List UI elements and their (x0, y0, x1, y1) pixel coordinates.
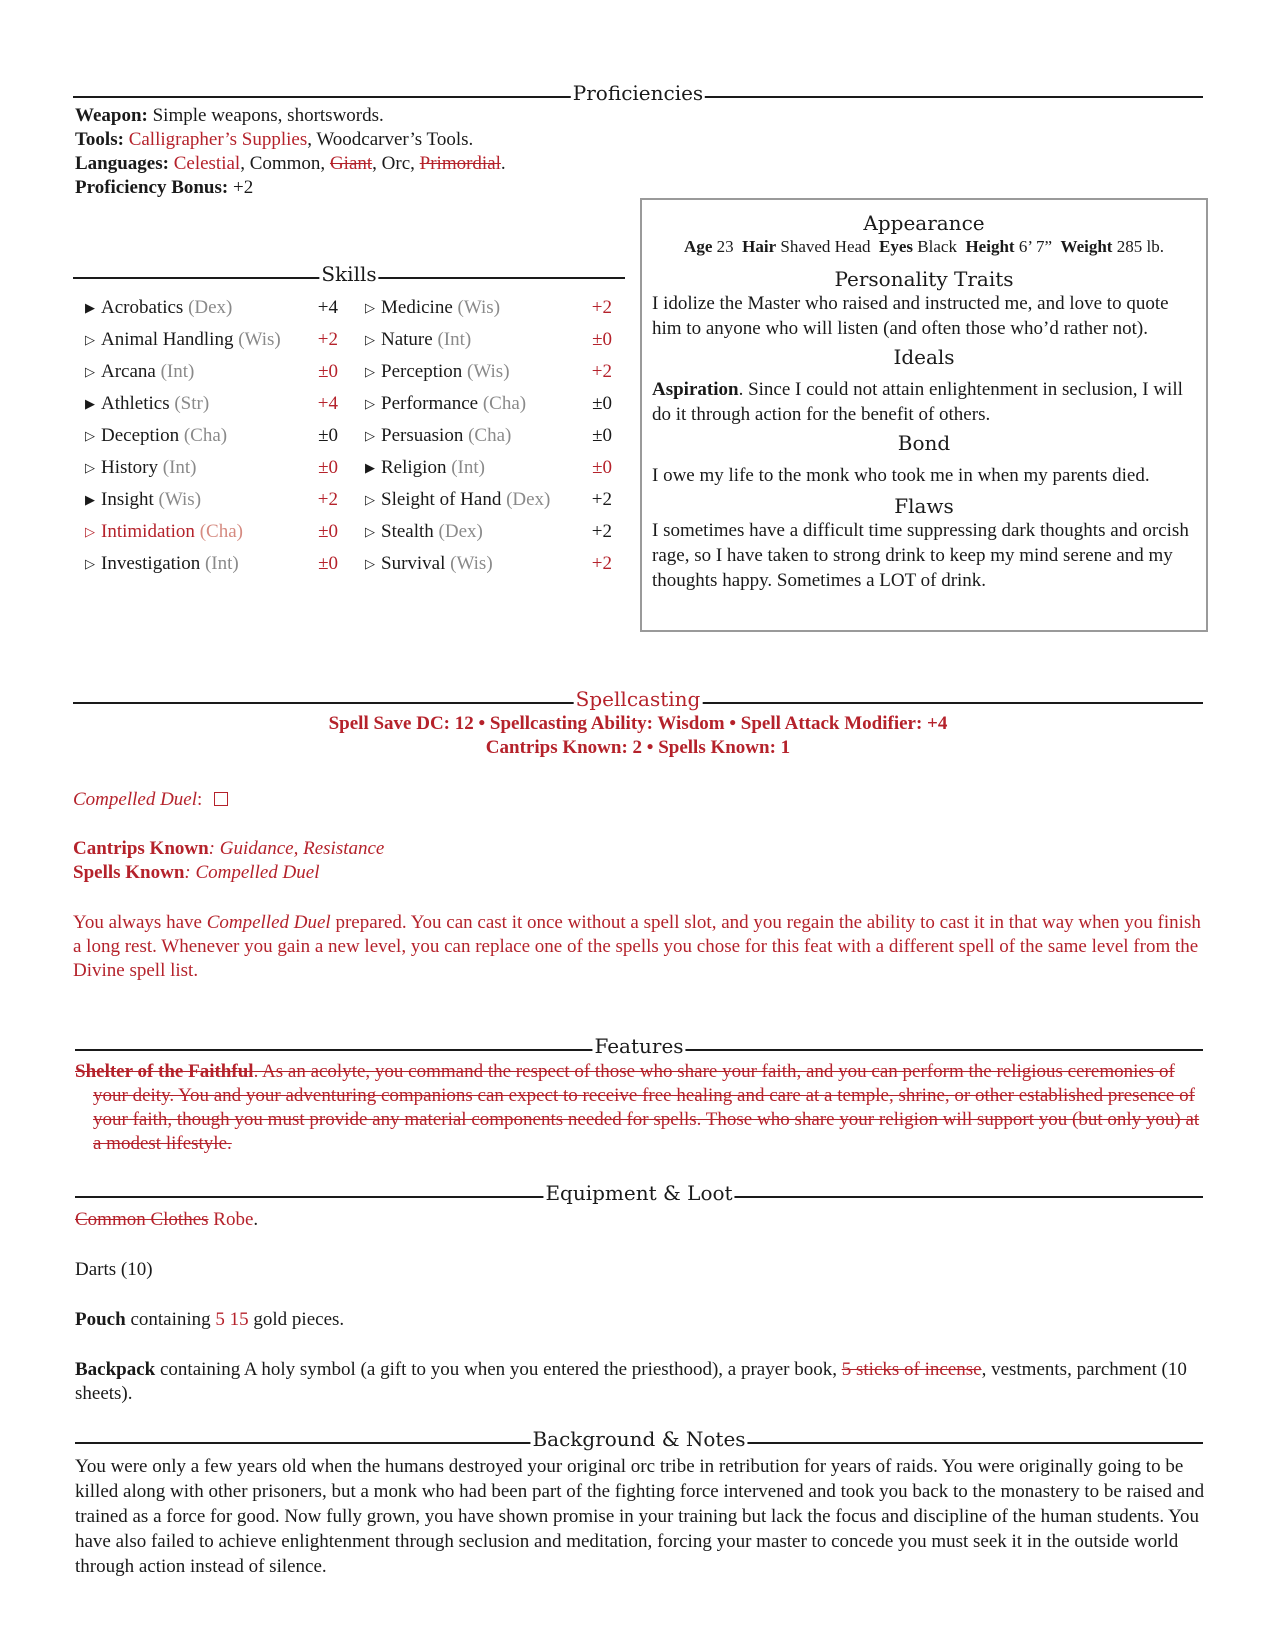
skill-modifier: +2 (317, 329, 338, 350)
skill-modifier: +4 (317, 297, 338, 318)
skill-persuasion (365, 424, 511, 448)
skill-name: Religion (381, 457, 447, 478)
backpack-label: Backpack (75, 1359, 156, 1380)
equipment-header (75, 1182, 1203, 1206)
bond-title: Bond (897, 431, 951, 455)
skill-ability: (Cha) (183, 425, 228, 446)
skill-row (75, 520, 615, 552)
section-title: Equipment & Loot (545, 1181, 733, 1205)
skill-ability: (Dex) (506, 489, 551, 510)
eyes-label: Eyes (879, 237, 914, 256)
compelled-duel-tracker (73, 788, 1203, 812)
spellcasting-header (73, 688, 1203, 712)
not-proficient-marker-icon: ▷ (365, 332, 375, 347)
tool-woodcarver: , Woodcarver’s Tools. (307, 129, 474, 150)
weight-label: Weight (1060, 237, 1113, 256)
spell-stats-line1: Spell Save DC: 12 • Spellcasting Ability: Wisdom • Spell Attack Modifier: +4 (328, 713, 948, 734)
section-title: Features (594, 1034, 684, 1058)
not-proficient-marker-icon: ▷ (85, 332, 95, 347)
skill-name: Insight (101, 489, 154, 510)
skill-modifier: ±0 (318, 361, 338, 382)
equipment-darts: Darts (10) (75, 1259, 153, 1280)
skill-acrobatics (85, 296, 232, 320)
skill-medicine (365, 296, 500, 320)
skill-name: Arcana (101, 361, 156, 382)
clothes-new: Robe (208, 1209, 254, 1230)
tool-calligrapher: Calligrapher’s Supplies (128, 129, 308, 150)
equipment-list (75, 1208, 1205, 1406)
skill-modifier: ±0 (318, 457, 338, 478)
skill-ability: (Int) (437, 329, 472, 350)
skill-name: Athletics (101, 393, 170, 414)
spells-line (73, 861, 1203, 885)
cantrips-label: Cantrips Known (73, 838, 209, 859)
proficient-marker-icon: ▶ (365, 460, 375, 475)
skill-modifier: +2 (317, 489, 338, 510)
skill-ability: (Int) (451, 457, 485, 478)
not-proficient-marker-icon: ▷ (85, 428, 95, 443)
skill-name: Stealth (381, 521, 434, 542)
skill-ability: (Wis) (457, 297, 501, 318)
skill-name: Deception (101, 425, 180, 446)
weapon-line (75, 104, 675, 128)
skill-intimidation (85, 520, 243, 544)
background-header (75, 1428, 1203, 1452)
flaws-text: I sometimes have a difficult time suppressing dark thoughts and orcish rage, so I have taken to strong drink to keep my mind serene and my thoughts happy. Sometimes a LOT of drink. (652, 520, 1189, 591)
not-proficient-marker-icon: ▷ (85, 556, 95, 571)
section-title: Background & Notes (532, 1427, 746, 1451)
skill-modifier: +4 (317, 393, 338, 414)
equipment-clothes (75, 1208, 1205, 1232)
not-proficient-marker-icon: ▷ (365, 300, 375, 315)
languages-line (75, 152, 675, 176)
skill-ability: (Int) (162, 457, 197, 478)
languages-end: . (500, 153, 506, 174)
proficiencies-header (73, 82, 1203, 106)
note-pre: You always have (73, 912, 207, 933)
backpack-post: , vestments, parchment (10 sheets). (75, 1359, 1187, 1404)
backpack-struck: 5 sticks of incense (841, 1359, 982, 1380)
ideals-title: Ideals (893, 345, 955, 369)
skill-ability: (Wis) (450, 553, 493, 574)
compelled-duel-label: Compelled Duel (73, 789, 198, 810)
language-orc: , Orc, (372, 153, 420, 174)
equipment-backpack (75, 1358, 1205, 1406)
skills-header (73, 263, 625, 287)
skill-row (75, 424, 615, 456)
spells-value: : Compelled Duel (184, 862, 320, 883)
skill-survival (365, 552, 493, 576)
skill-arcana (85, 360, 194, 384)
skill-deception (85, 424, 227, 448)
not-proficient-marker-icon: ▷ (365, 364, 375, 379)
skill-modifier: ±0 (318, 425, 338, 446)
tools-line (75, 128, 675, 152)
section-title: Skills (321, 262, 377, 286)
proficiencies-list (75, 104, 675, 200)
not-proficient-marker-icon: ▷ (365, 524, 375, 539)
note-spell: Compelled Duel (206, 912, 331, 933)
cantrips-line (73, 837, 1203, 861)
bonus-value: +2 (228, 177, 254, 198)
not-proficient-marker-icon: ▷ (85, 364, 95, 379)
pouch-label: Pouch (75, 1309, 126, 1330)
flaws-title: Flaws (894, 494, 954, 518)
feature-text: . As an acolyte, you command the respect of those who share your faith, and you can perform the religious ceremonies of your deity. You and your adventuring companions can expect to receive free healing and care at a temple, shrine, or other established presence of your faith, though you must provide any material components needed for spells. Those who share your religion will support you (but only you) at a modest lifestyle. (93, 1061, 1200, 1154)
bonus-label: Proficiency Bonus: (75, 177, 229, 198)
compelled-duel-checkbox[interactable] (214, 792, 228, 806)
skill-animal-handling (85, 328, 281, 352)
skill-name: Medicine (381, 297, 453, 318)
weapon-label: Weapon: (75, 105, 148, 126)
weight-value: 285 lb. (1116, 237, 1164, 256)
note-post: prepared. You can cast it once without a spell slot, and you regain the ability to cast it in that way when you finish a long rest. Whenever you gain a new level, you can replace one of the spells you chose for this feat with a different spell of the same level from the Divine spell list. (73, 912, 1201, 981)
skill-history (85, 456, 197, 480)
skill-religion (365, 456, 485, 480)
skill-ability: (Wis) (158, 489, 202, 510)
skill-modifier: ±0 (592, 425, 612, 446)
equipment-pouch (75, 1308, 1205, 1332)
not-proficient-marker-icon: ▷ (365, 556, 375, 571)
not-proficient-marker-icon: ▷ (85, 460, 95, 475)
skill-modifier: +2 (591, 297, 612, 318)
section-title: Spellcasting (575, 687, 701, 711)
feature-shelter-of-the-faithful (75, 1060, 1205, 1156)
skill-name: Performance (381, 393, 479, 414)
language-celestial: Celestial (173, 153, 241, 174)
features-list (75, 1060, 1205, 1156)
skill-row (75, 360, 615, 392)
skill-name: Perception (381, 361, 463, 382)
proficient-marker-icon: ▶ (85, 492, 95, 507)
skill-row (75, 456, 615, 488)
language-primordial: Primordial (419, 153, 501, 174)
skill-ability: (Cha) (482, 393, 527, 414)
skill-performance (365, 392, 526, 416)
skill-row (75, 296, 615, 328)
spell-stats-line2: Cantrips Known: 2 • Spells Known: 1 (485, 737, 791, 758)
skill-name: Acrobatics (101, 297, 184, 318)
skill-ability: (Dex) (188, 297, 233, 318)
tools-label: Tools: (75, 129, 124, 150)
skill-name: Intimidation (101, 521, 195, 542)
skill-modifier: ±0 (318, 521, 338, 542)
skill-ability: (Int) (204, 553, 239, 574)
skill-insight (85, 488, 201, 512)
skill-name: Nature (381, 329, 433, 350)
appearance-title: Appearance (863, 211, 985, 235)
skill-modifier: ±0 (592, 393, 612, 414)
skill-name: Survival (381, 553, 446, 574)
hair-label: Hair (742, 237, 777, 256)
not-proficient-marker-icon: ▷ (365, 396, 375, 411)
skill-modifier: +2 (591, 489, 612, 510)
features-header (75, 1035, 1203, 1059)
weapon-value: Simple weapons, shortswords. (147, 105, 384, 126)
skill-modifier: ±0 (318, 553, 338, 574)
skill-ability: (Dex) (438, 521, 483, 542)
pouch-amount: 5 15 (215, 1309, 249, 1330)
pouch-post: gold pieces. (248, 1309, 345, 1330)
skill-nature (365, 328, 471, 352)
background-text: You were only a few years old when the humans destroyed your original orc tribe in retribution for years of raids. You were originally going to be killed along with other prisoners, but a monk who had been part of the fighting force intervened and took you back to the monastery to be raised and trained as a force for good. Now fully grown, you have shown promise in your training but lack the focus and discipline of the human students. You have also failed to achieve enlightenment through seclusion and meditation, forcing your master to concede you must seek it in the outside world through action instead of silence. (75, 1456, 1205, 1577)
spells-known (73, 837, 1203, 885)
eyes-value: Black (917, 237, 957, 256)
skill-perception (365, 360, 510, 384)
ideal-text: . Since I could not attain enlightenment in seclusion, I will do it through action for the benefit of others. (652, 379, 1183, 425)
skills-table (75, 296, 615, 584)
appearance-box (640, 198, 1208, 632)
skill-ability: (Wis) (467, 361, 510, 382)
spells-label: Spells Known (73, 862, 185, 883)
ideal-label: Aspiration (652, 379, 739, 400)
skill-row (75, 328, 615, 360)
skill-modifier: ±0 (592, 329, 612, 350)
pouch-pre: containing (125, 1309, 216, 1330)
section-title: Proficiencies (572, 81, 704, 105)
not-proficient-marker-icon: ▷ (365, 492, 375, 507)
height-value: 6’ 7” (1018, 237, 1053, 256)
backpack-pre: containing A holy symbol (a gift to you when you entered the priesthood), a prayer book, (155, 1359, 842, 1380)
skill-modifier: +2 (591, 521, 612, 542)
skill-row (75, 552, 615, 584)
skill-ability: (Int) (160, 361, 195, 382)
age-label: Age (684, 237, 713, 256)
skill-ability: (Wis) (238, 329, 281, 350)
skill-investigation (85, 552, 239, 576)
language-giant: Giant (329, 153, 373, 174)
personality-traits-text: I idolize the Master who raised and instructed me, and love to quote him to anyone who will listen (and often those who’d rather not). (652, 293, 1169, 339)
ideals-text (642, 377, 1206, 427)
hair-value: Shaved Head (780, 237, 871, 256)
skill-name: Animal Handling (101, 329, 234, 350)
cantrips-value: : Guidance, Resistance (208, 838, 385, 859)
skill-name: History (101, 457, 158, 478)
spellcasting-stats (73, 712, 1203, 760)
compelled-duel-colon: : (197, 789, 203, 810)
clothes-end: . (253, 1209, 259, 1230)
age-value: 23 (716, 237, 734, 256)
skill-name: Investigation (101, 553, 201, 574)
skill-ability: (Str) (174, 393, 210, 414)
appearance-stats (642, 235, 1206, 259)
skill-modifier: ±0 (592, 457, 612, 478)
bond-text: I owe my life to the monk who took me in when my parents died. (652, 465, 1150, 486)
clothes-struck: Common Clothes (75, 1209, 209, 1230)
not-proficient-marker-icon: ▷ (365, 428, 375, 443)
skill-stealth (365, 520, 483, 544)
skill-ability: (Cha) (199, 521, 243, 542)
height-label: Height (965, 237, 1015, 256)
personality-traits-title: Personality Traits (834, 267, 1014, 291)
skill-row (75, 488, 615, 520)
proficient-marker-icon: ▶ (85, 300, 95, 315)
language-common: , Common, (240, 153, 330, 174)
skill-ability: (Cha) (468, 425, 512, 446)
languages-label: Languages: (75, 153, 169, 174)
skill-name: Sleight of Hand (381, 489, 502, 510)
skill-modifier: +2 (591, 553, 612, 574)
not-proficient-marker-icon: ▷ (85, 524, 95, 539)
proficient-marker-icon: ▶ (85, 396, 95, 411)
spell-note (73, 911, 1213, 983)
feature-title: Shelter of the Faithful (75, 1061, 254, 1082)
skill-modifier: +2 (591, 361, 612, 382)
skill-athletics (85, 392, 209, 416)
skill-name: Persuasion (381, 425, 464, 446)
skill-sleight-of-hand (365, 488, 550, 512)
proficiency-bonus-line (75, 176, 675, 200)
skill-row (75, 392, 615, 424)
